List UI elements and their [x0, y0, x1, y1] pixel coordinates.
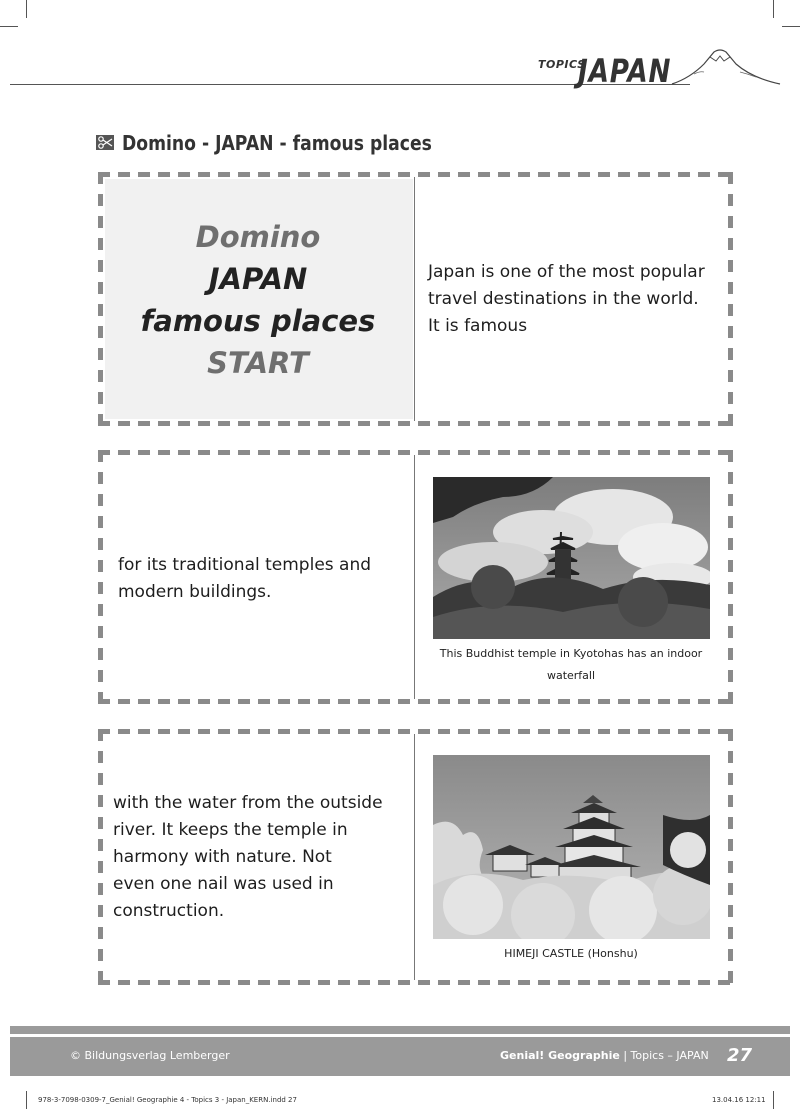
crop-mark — [773, 1091, 774, 1109]
start-title — [108, 216, 408, 384]
card-divider — [414, 177, 415, 421]
text-line: construction. — [113, 901, 225, 921]
crop-mark — [782, 26, 800, 27]
temple-caption — [428, 643, 714, 687]
start-title-line-2: JAPAN — [208, 262, 308, 296]
start-title-line-1: Domino — [195, 220, 321, 254]
text-line: It is famous — [428, 316, 528, 336]
temple-photo — [433, 477, 710, 639]
caption-line: HIMEJI CASTLE (Honshu) — [504, 947, 638, 960]
crop-mark — [773, 0, 774, 18]
text-line: river. It keeps the temple in — [113, 820, 348, 840]
crop-mark — [0, 26, 18, 27]
start-title-line-3: famous places — [140, 304, 376, 338]
header-title: JAPAN — [578, 52, 672, 90]
scissors-icon — [96, 135, 114, 150]
castle-photo — [433, 755, 710, 939]
castle-caption — [428, 943, 714, 965]
header-topics-label: TOPICS — [538, 58, 586, 71]
start-title-line-4: START — [207, 346, 309, 380]
card-2-text — [118, 552, 408, 606]
card-1-text — [428, 259, 728, 340]
crop-mark — [26, 0, 27, 18]
domino-card-2 — [98, 450, 733, 704]
page-number: 27 — [727, 1045, 753, 1066]
text-line: even one nail was used in — [113, 874, 334, 894]
text-line: with the water from the outside — [113, 793, 383, 813]
caption-line: waterfall — [546, 669, 596, 682]
domino-card-1 — [98, 172, 733, 426]
footer-rule — [10, 1026, 790, 1034]
text-line: travel destinations in the world. — [428, 289, 699, 309]
footer-series-label: | Topics – JAPAN — [619, 1049, 709, 1062]
mount-fuji-icon — [670, 44, 782, 86]
caption-line: This Buddhist temple in Kyotohas has an indoor — [439, 647, 703, 660]
section-title: Domino - JAPAN - famous places — [122, 131, 432, 155]
text-line: harmony with nature. Not — [113, 847, 332, 867]
card-3-text — [113, 790, 408, 925]
text-line: for its traditional temples and — [118, 555, 372, 575]
print-timestamp: 13.04.16 12:11 — [712, 1096, 766, 1104]
card-divider — [414, 455, 415, 699]
footer-series — [500, 1049, 709, 1062]
footer-brand: Genial! Geographie — [500, 1049, 620, 1062]
domino-card-3 — [98, 729, 733, 985]
text-line: modern buildings. — [118, 582, 272, 602]
footer-copyright: © Bildungsverlag Lemberger — [70, 1049, 230, 1062]
crop-mark — [26, 1091, 27, 1109]
print-slug: 978-3-7098-0309-7_Genial! Geographie 4 - Topics 3 - Japan_KERN.indd 27 — [38, 1096, 297, 1104]
card-divider — [414, 734, 415, 980]
text-line: Japan is one of the most popular — [428, 262, 705, 282]
